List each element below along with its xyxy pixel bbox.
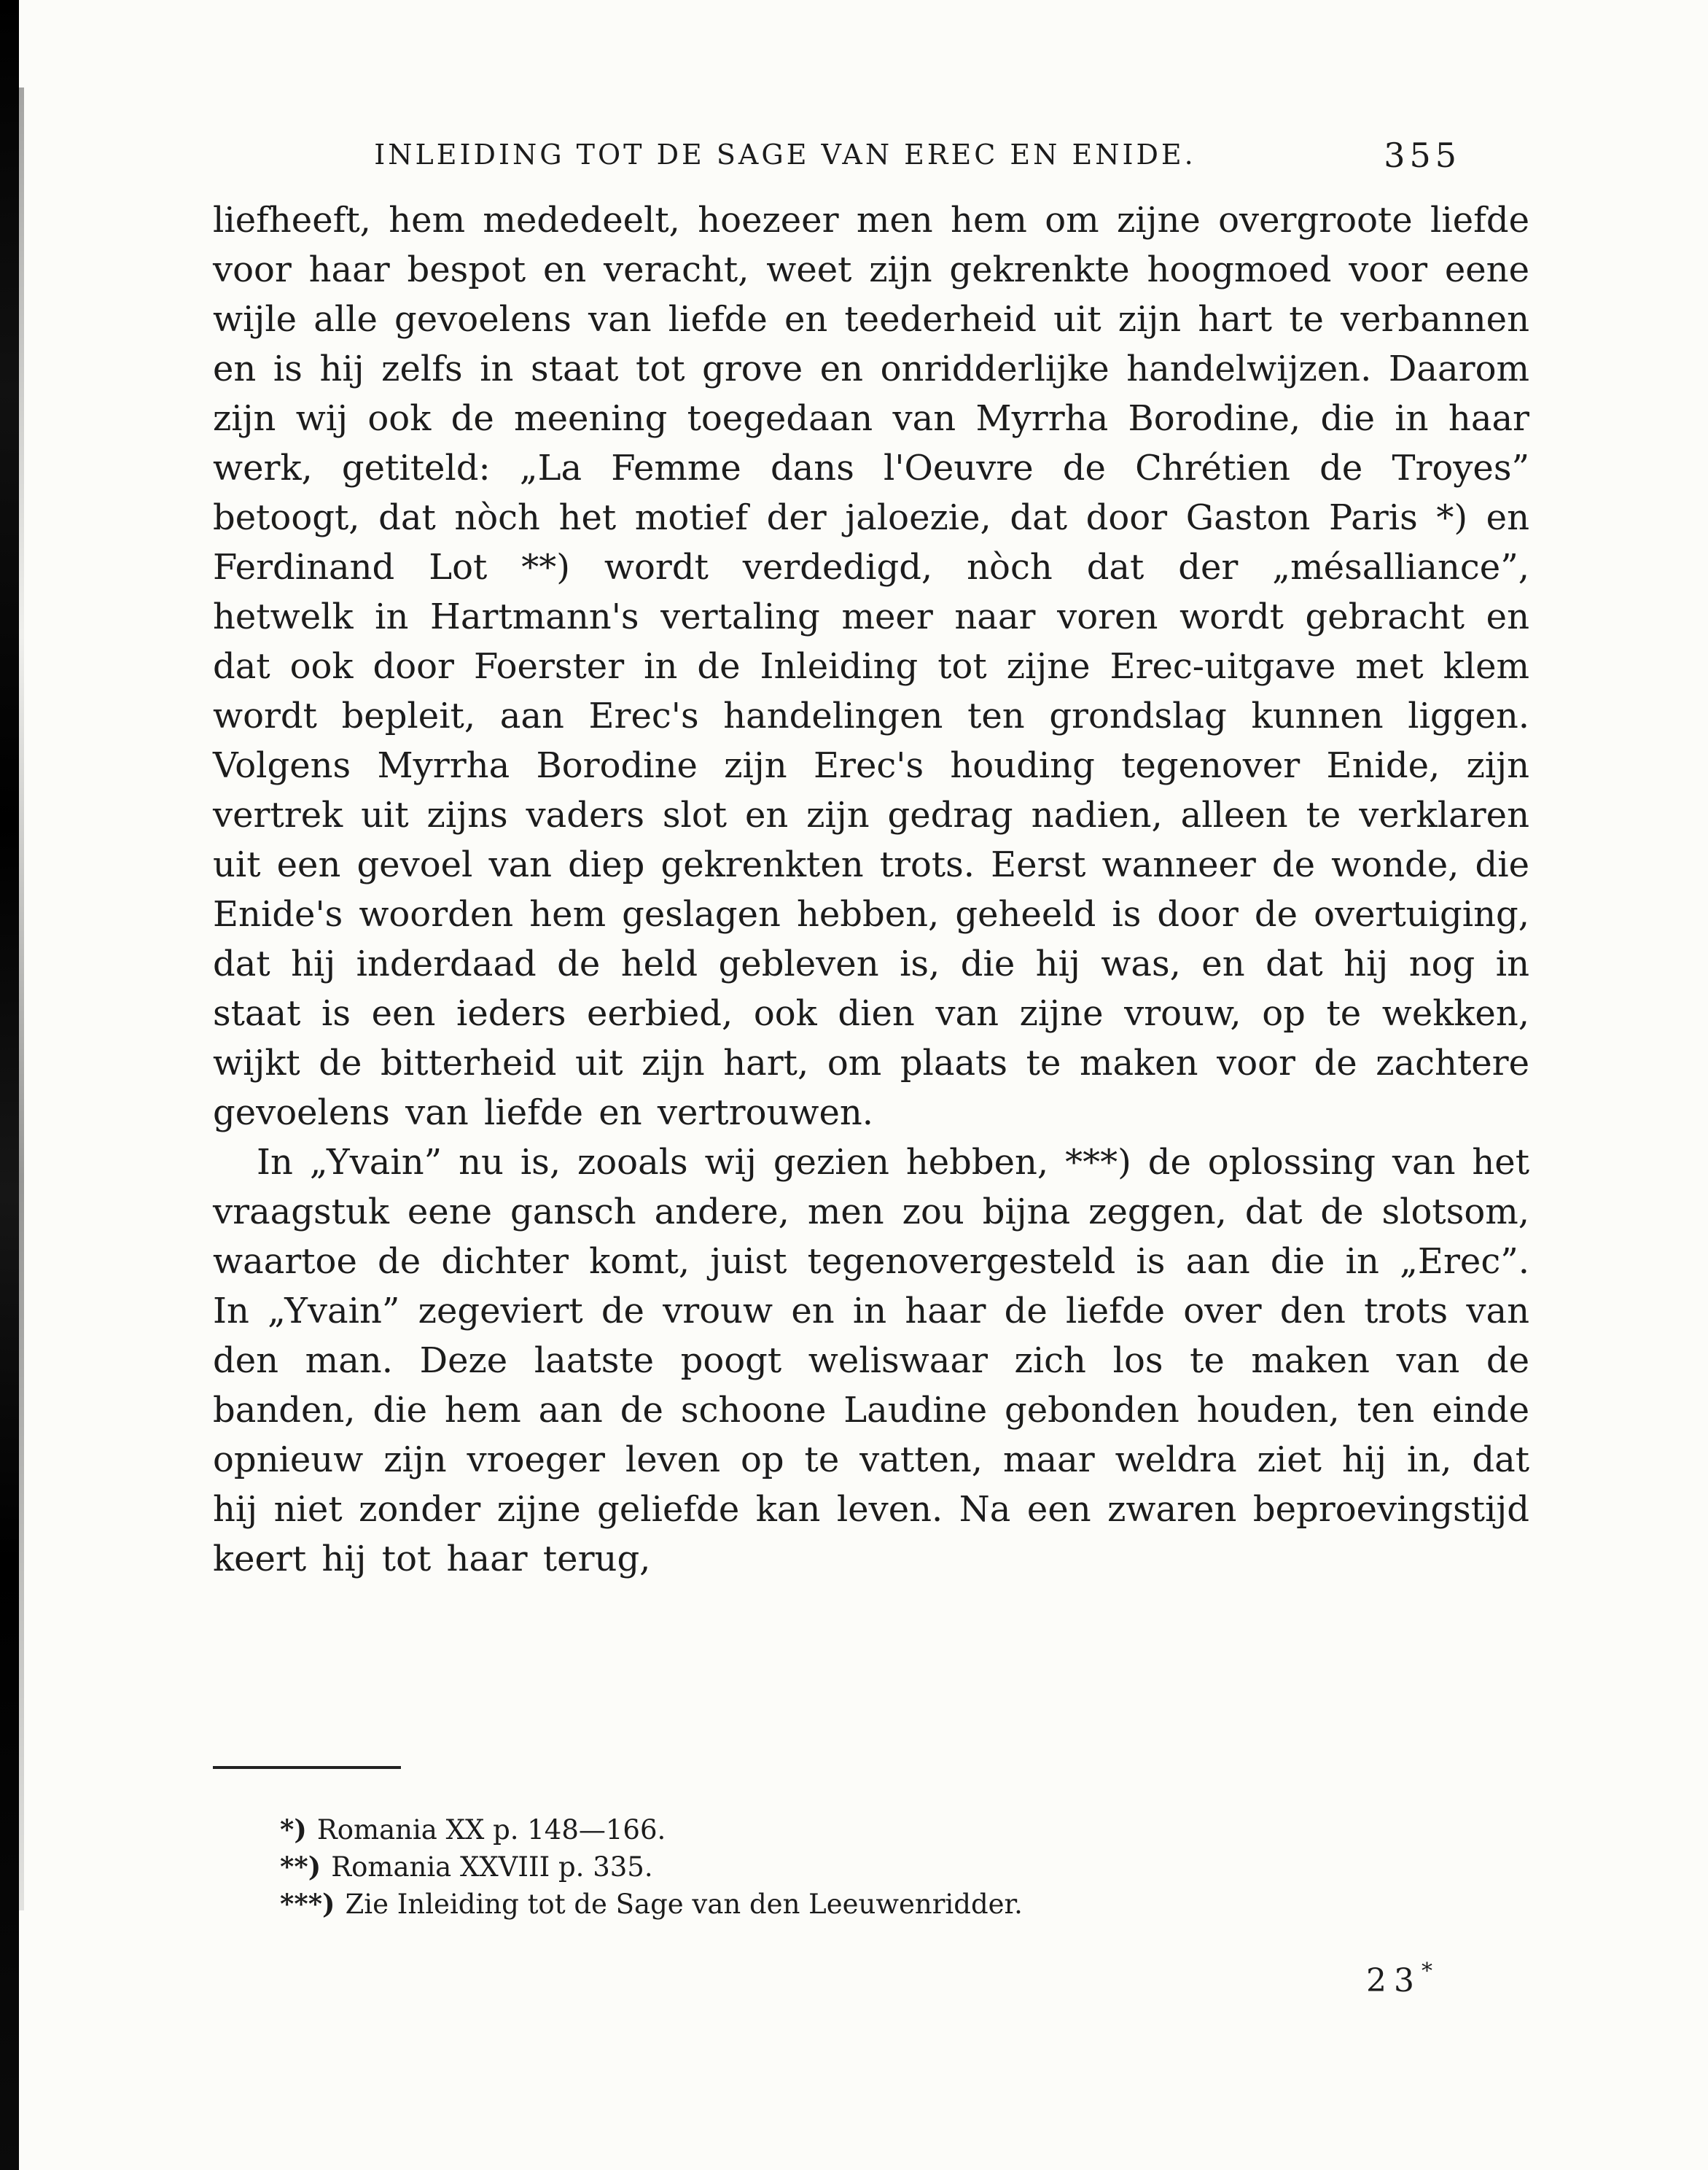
scan-binding-artifact <box>0 0 19 2170</box>
footnote-1-text: Romania XX p. 148—166. <box>316 1814 666 1846</box>
footnote-separator-rule <box>213 1766 401 1769</box>
footnote-2 <box>280 1848 1373 1886</box>
signature-mark <box>1366 1959 1432 1999</box>
footnote-1 <box>280 1811 1373 1848</box>
body-paragraph-2: In „Yvain” nu is, zooals wij gezien hebben, ***) de oplossing van het vraagstuk eene gansch andere, men zou bijna zeggen, dat de slotsom, waartoe de dichter komt, juist tegenovergesteld is aan die in „Erec”. In „Yvain” zegeviert de vrouw en in haar de liefde over den trots van den man. Deze laatste poogt weliswaar zich los te maken van de banden, die hem aan de schoone Laudine gebonden houden, ten einde opnieuw zijn vroeger leven op te vatten, maar weldra ziet hij in, dat hij niet zonder zijne geliefde kan leven. Na een zwaren beproevingstijd keert hij tot haar terug, <box>213 1142 1529 1579</box>
footnote-2-text: Romania XXVIII p. 335. <box>331 1851 653 1883</box>
body-text <box>213 195 1529 1584</box>
signature-star: * <box>1422 1959 1432 1984</box>
footnote-2-marker: **) <box>280 1851 321 1883</box>
footnote-3-text: Zie Inleiding tot de Sage van den Leeuwenridder. <box>345 1889 1023 1920</box>
footnote-3-marker: ***) <box>280 1888 335 1920</box>
signature-number: 23 <box>1366 1962 1422 1999</box>
footnote-3 <box>280 1886 1373 1923</box>
running-title: INLEIDING TOT DE SAGE VAN EREC EN ENIDE. <box>374 139 1196 171</box>
page-number: 355 <box>1384 136 1461 175</box>
body-paragraph-1: liefheeft, hem mededeelt, hoezeer men hem om zijne overgroote liefde voor haar bespot en veracht, weet zijn gekrenkte hoogmoed voor eene wijle alle gevoelens van liefde en teederheid uit zijn hart te verbannen en is hij zelfs in staat tot grove en onridderlijke handelwijzen. Daarom zijn wij ook de meening toegedaan van Myrrha Borodine, die in haar werk, getiteld: „La Femme dans l'Oeuvre de Chrétien de Troyes” betoogt, dat nòch het motief der jaloezie, dat door Gaston Paris *) en Ferdinand Lot **) wordt verdedigd, nòch dat der „mésalliance”, hetwelk in Hartmann's vertaling meer naar voren wordt gebracht en dat ook door Foerster in de Inleiding tot zijne Erec-uitgave met klem wordt bepleit, aan Erec's handelingen ten grondslag kunnen liggen. Volgens Myrrha Borodine zijn Erec's houding tegenover Enide, zijn vertrek uit zijns vaders slot en zijn gedrag nadien, alleen te verklaren uit een gevoel van diep gekrenkten trots. Eerst wanneer de wonde, die Enide's woorden hem geslagen hebben, geheeld is door de overtuiging, dat hij inderdaad de held gebleven is, die hij was, en dat hij nog in staat is een ieders eerbied, ook dien van zijne vrouw, op te wekken, wijkt de bitterheid uit zijn hart, om plaats te maken voor de zachtere gevoelens van liefde en vertrouwen. <box>213 200 1529 1133</box>
footnote-1-marker: *) <box>280 1813 307 1846</box>
page-header <box>213 136 1525 182</box>
footnotes-block <box>280 1811 1373 1923</box>
